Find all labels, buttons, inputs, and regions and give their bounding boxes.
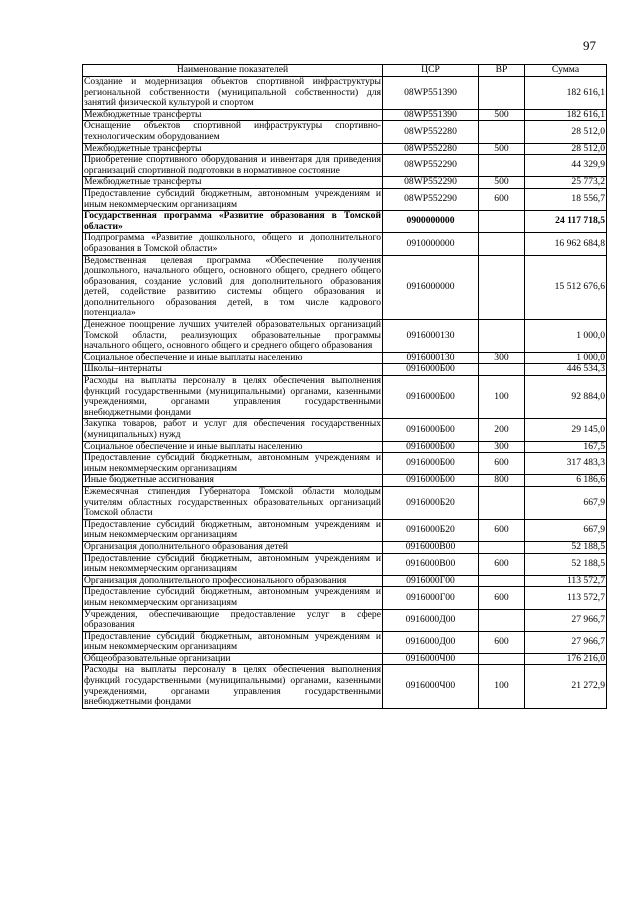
table-row — [83, 177, 607, 189]
row-csr-cell: 0916000Б00 — [383, 453, 479, 475]
table-row — [83, 352, 607, 364]
row-vr-cell: 600 — [479, 631, 525, 653]
row-name-cell: Закупка товаров, работ и услуг для обеспечения государственных (муниципальных) нужд — [84, 418, 381, 440]
row-csr-cell: 0916000Д00 — [383, 609, 479, 631]
row-name-cell: Социальное обеспечение и иные выплаты населению — [83, 352, 383, 364]
table-row — [83, 453, 607, 475]
row-csr-cell: 08WP552290 — [383, 155, 479, 177]
row-csr-cell: 0916000В00 — [383, 553, 479, 575]
row-csr-cell: 0900000000 — [383, 211, 479, 233]
table-row — [83, 376, 607, 419]
table-row — [83, 109, 607, 121]
row-name-cell: Предоставление субсидий бюджетным, автономным учреждениям и иным некоммерческим организациям — [84, 187, 381, 210]
table-row — [83, 320, 607, 353]
row-vr-cell — [479, 233, 525, 255]
row-name-cell: Оснащение объектов спортивной инфраструктуры спортивно-технологическим оборудованием — [84, 120, 381, 142]
row-sum-cell: 92 884,0 — [525, 376, 607, 419]
row-csr-cell: 0916000130 — [383, 320, 479, 353]
row-vr-cell: 500 — [479, 177, 525, 189]
table-row — [83, 364, 607, 376]
row-vr-cell — [479, 364, 525, 376]
row-sum-cell: 44 329,9 — [525, 155, 607, 177]
row-vr-cell — [479, 77, 525, 110]
row-csr-cell: 0916000Б00 — [383, 364, 479, 376]
header-name: Наименование показателей — [83, 65, 383, 77]
row-sum-cell: 667,9 — [525, 486, 607, 519]
row-name-cell: Предоставление субсидий бюджетным, автономным учреждениям и иным некоммерческим организациям — [84, 518, 381, 541]
row-name-cell: Ведомственная целевая программа «Обеспечение получения дошкольного, начального общего, основного общего, среднего общего образования, создание условий для дополнительного образования детей, содействие развитию системы общего образования и дополнительного образования детей, в том числе кадрового потенциала» — [84, 254, 381, 319]
row-csr-cell: 08WP552280 — [383, 121, 479, 143]
row-name-cell: Межбюджетные трансферты — [83, 109, 383, 121]
row-csr-cell: 0916000Б00 — [383, 441, 479, 453]
table-row — [83, 255, 607, 320]
row-vr-cell: 300 — [479, 441, 525, 453]
row-name-cell: Расходы на выплаты персоналу в целях обеспечения выполнения функций государственными (муниципальными) органами, казенными учреждениями, органами управления государственными внебюджетными фондами — [84, 664, 381, 708]
row-name-cell: Предоставление субсидий бюджетным, автономным учреждениям и иным некоммерческим организациям — [84, 552, 381, 575]
row-sum-cell: 182 616,1 — [525, 109, 607, 121]
row-name-cell: Школы–интернаты — [83, 364, 383, 376]
row-vr-cell: 800 — [479, 475, 525, 487]
row-csr-cell: 08WP551390 — [383, 109, 479, 121]
row-vr-cell — [479, 211, 525, 233]
row-csr-cell: 08WP552290 — [383, 177, 479, 189]
row-vr-cell — [479, 155, 525, 177]
header-vr: ВР — [479, 65, 525, 77]
row-name-cell: Социальное обеспечение и иные выплаты населению — [83, 441, 383, 453]
row-vr-cell: 100 — [479, 665, 525, 708]
row-vr-cell — [479, 121, 525, 143]
row-vr-cell — [479, 541, 525, 553]
row-vr-cell — [479, 255, 525, 320]
row-csr-cell: 0916000Г00 — [383, 587, 479, 609]
row-sum-cell: 167,5 — [525, 441, 607, 453]
table-row — [83, 155, 607, 177]
table-row — [83, 188, 607, 210]
row-vr-cell: 300 — [479, 352, 525, 364]
row-sum-cell: 29 145,0 — [525, 419, 607, 441]
row-name-cell: Учреждения, обеспечивающие предоставление услуг в сфере образования — [84, 608, 381, 631]
table-row — [83, 77, 607, 110]
row-name-cell: Предоставление субсидий бюджетным, автономным учреждениям и иным некоммерческим организациям — [84, 586, 381, 608]
table-row — [83, 475, 607, 487]
row-name-cell: Организация дополнительного профессионального образования — [83, 575, 383, 587]
row-name-cell: Организация дополнительного образования детей — [83, 541, 383, 553]
row-csr-cell: 08WP551390 — [383, 77, 479, 110]
row-name-cell: Предоставление субсидий бюджетным, автономным учреждениям и иным некоммерческим организациям — [84, 630, 381, 653]
row-sum-cell: 182 616,1 — [525, 77, 607, 110]
table-row — [83, 121, 607, 143]
row-csr-cell: 0916000Б00 — [383, 419, 479, 441]
row-sum-cell: 113 572,7 — [525, 587, 607, 609]
row-name-cell: Ежемесячная стипендия Губернатора Томской области молодым учителям областных государственных образовательных организаций Томской области — [84, 485, 381, 519]
table-row — [83, 575, 607, 587]
row-sum-cell: 52 188,5 — [525, 541, 607, 553]
row-sum-cell: 6 186,6 — [525, 475, 607, 487]
row-csr-cell: 0910000000 — [383, 233, 479, 255]
row-name-cell: Межбюджетные трансферты — [83, 143, 383, 155]
row-sum-cell: 28 512,0 — [525, 143, 607, 155]
header-sum: Сумма — [525, 65, 607, 77]
row-csr-cell: 0916000Ч00 — [383, 653, 479, 665]
row-sum-cell: 317 483,3 — [525, 453, 607, 475]
row-csr-cell: 0916000000 — [383, 255, 479, 320]
row-vr-cell — [479, 653, 525, 665]
row-vr-cell — [479, 320, 525, 353]
row-csr-cell: 0916000Г00 — [383, 575, 479, 587]
row-sum-cell: 24 117 718,5 — [525, 211, 607, 233]
table-row — [83, 541, 607, 553]
row-sum-cell: 1 000,0 — [525, 352, 607, 364]
table-row — [83, 587, 607, 609]
row-csr-cell: 0916000130 — [383, 352, 479, 364]
row-sum-cell: 1 000,0 — [525, 320, 607, 353]
table-row — [83, 519, 607, 541]
row-vr-cell — [479, 486, 525, 519]
table-row — [83, 609, 607, 631]
table-row — [83, 486, 607, 519]
table-header-row — [83, 65, 607, 77]
row-vr-cell: 600 — [479, 519, 525, 541]
header-csr: ЦСР — [383, 65, 479, 77]
row-name-cell: Создание и модернизация объектов спортивной инфраструктуры региональной собственности (муниципальной собственности) для занятий физической культурой и спортом — [84, 76, 381, 109]
row-name-cell: Государственная программа «Развитие образования в Томской области» — [84, 210, 381, 232]
row-name-cell: Денежное поощрение лучших учителей образовательных организаций Томской области, реализующих образовательные программы начального общего, основного общего и среднего общего образования — [84, 319, 381, 352]
row-csr-cell: 0916000Ч00 — [383, 665, 479, 708]
table-row — [83, 419, 607, 441]
row-sum-cell: 27 966,7 — [525, 631, 607, 653]
table-row — [83, 143, 607, 155]
row-sum-cell: 25 773,2 — [525, 177, 607, 189]
row-csr-cell: 08WP552290 — [383, 188, 479, 210]
row-sum-cell: 16 962 684,8 — [525, 233, 607, 255]
row-sum-cell: 18 556,7 — [525, 188, 607, 210]
row-sum-cell: 27 966,7 — [525, 609, 607, 631]
row-vr-cell: 200 — [479, 419, 525, 441]
row-sum-cell: 446 534,3 — [525, 364, 607, 376]
table-body — [83, 77, 607, 709]
row-vr-cell: 600 — [479, 188, 525, 210]
table-row — [83, 631, 607, 653]
row-vr-cell: 600 — [479, 553, 525, 575]
row-sum-cell: 113 572,7 — [525, 575, 607, 587]
row-sum-cell: 667,9 — [525, 519, 607, 541]
page-number: 97 — [583, 38, 596, 53]
row-vr-cell: 100 — [479, 376, 525, 419]
row-sum-cell: 176 216,0 — [525, 653, 607, 665]
row-sum-cell: 52 188,5 — [525, 553, 607, 575]
row-name-cell: Предоставление субсидий бюджетным, автономным учреждениям и иным некоммерческим организациям — [84, 452, 381, 474]
row-csr-cell: 0916000Д00 — [383, 631, 479, 653]
row-csr-cell: 0916000Б20 — [383, 486, 479, 519]
row-vr-cell: 600 — [479, 453, 525, 475]
row-csr-cell: 0916000Б00 — [383, 475, 479, 487]
row-name-cell: Подпрограмма «Развитие дошкольного, общего и дополнительного образования в Томской области» — [84, 232, 381, 254]
table-row — [83, 665, 607, 708]
row-name-cell: Иные бюджетные ассигнования — [83, 475, 383, 487]
row-vr-cell — [479, 575, 525, 587]
row-csr-cell: 0916000Б00 — [383, 376, 479, 419]
row-vr-cell — [479, 609, 525, 631]
row-csr-cell: 08WP552280 — [383, 143, 479, 155]
row-vr-cell: 500 — [479, 109, 525, 121]
row-csr-cell: 0916000Б20 — [383, 519, 479, 541]
row-name-cell: Межбюджетные трансферты — [83, 177, 383, 189]
row-name-cell: Приобретение спортивного оборудования и инвентаря для приведения организаций спортивной подготовки в нормативное состояние — [84, 154, 381, 176]
row-sum-cell: 21 272,9 — [525, 665, 607, 708]
table-row — [83, 441, 607, 453]
row-vr-cell: 600 — [479, 587, 525, 609]
row-sum-cell: 28 512,0 — [525, 121, 607, 143]
row-sum-cell: 15 512 676,6 — [525, 255, 607, 320]
row-csr-cell: 0916000В00 — [383, 541, 479, 553]
table-row — [83, 553, 607, 575]
row-name-cell: Расходы на выплаты персоналу в целях обеспечения выполнения функций государственными (муниципальными) органами, казенными учреждениями, органами управления государственными внебюджетными фондами — [84, 375, 381, 418]
table-row — [83, 211, 607, 233]
budget-table — [82, 64, 607, 709]
row-vr-cell: 500 — [479, 143, 525, 155]
row-name-cell: Общеобразовательные организации — [83, 653, 383, 665]
table-row — [83, 233, 607, 255]
table-row — [83, 653, 607, 665]
